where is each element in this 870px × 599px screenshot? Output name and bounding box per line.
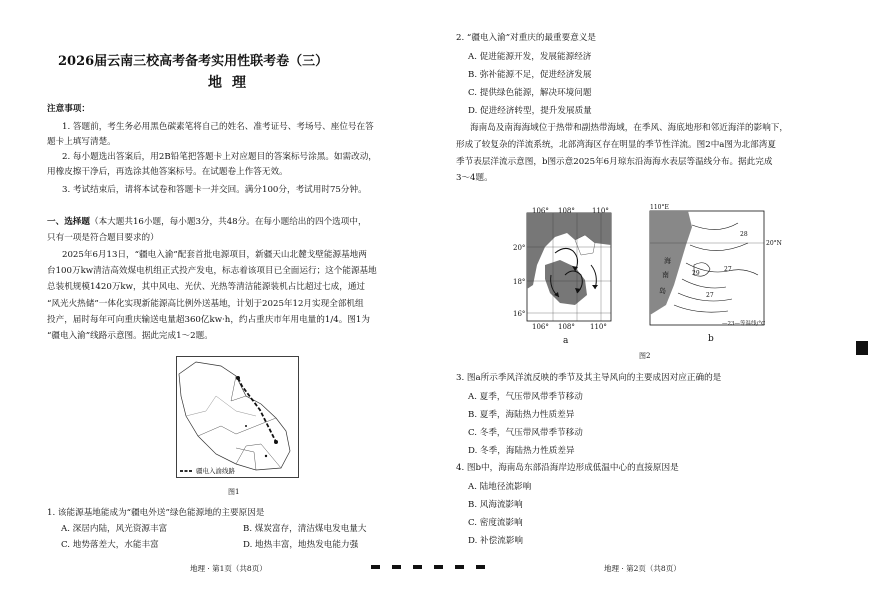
exam-title: 2026届云南三校高考备考实用性联考卷（三） bbox=[58, 54, 329, 69]
q4-option-d: D. 补偿流影响 bbox=[468, 536, 524, 546]
figure2a-lon-label: 108° bbox=[558, 323, 575, 331]
passage2-line: 3～4题。 bbox=[456, 173, 493, 183]
notice-line: 用橡皮擦干净后，再选涂其他答案标号。在试题卷上作答无效。 bbox=[47, 167, 288, 177]
figure2b-isotherm-label: 28 bbox=[740, 231, 748, 238]
section-instruction: （本大题共16小题，每小题3分，共48分。在每小题给出的四个选项中， bbox=[89, 217, 367, 227]
q1-option-c: C. 地势落差大，水能丰富 bbox=[61, 540, 159, 550]
figure2a-lat-label: 18° bbox=[513, 278, 526, 286]
q3-option-a: A. 夏季，气压带风带季节移动 bbox=[468, 392, 583, 402]
q2-option-c: C. 提供绿色能源，解决环境问题 bbox=[468, 88, 592, 98]
figure2a-lon-label: 106° bbox=[532, 323, 549, 331]
figure2a-lon-label: 110° bbox=[590, 323, 607, 331]
q4-option-c: C. 密度流影响 bbox=[468, 518, 523, 528]
separator-dot bbox=[476, 565, 485, 569]
section-heading bbox=[47, 216, 367, 230]
passage2-line: 季节表层洋流示意图，b图示意2025年6月琼东沿海海水表层等温线分布。据此完成 bbox=[456, 157, 773, 167]
notice-line: 题卡上填写清楚。 bbox=[47, 137, 116, 147]
figure2b-lat-label: 20°N bbox=[766, 240, 782, 247]
figure2b-land-label: 岛 bbox=[659, 287, 666, 295]
figure2a-map bbox=[515, 205, 615, 333]
subject-title: 地理 bbox=[208, 75, 256, 91]
q3-option-c: C. 冬季，气压带风带季节移动 bbox=[468, 428, 583, 438]
section-instruction-2: 只有一项是符合题目要求的） bbox=[47, 233, 159, 243]
notice-line: 1. 答题前，考生务必用黑色碳素笔将自己的姓名、准考证号、考场号、座位号在答 bbox=[62, 122, 374, 132]
passage-line: “风光火热储”一体化实现新能源高比例外送基地，计划于2025年12月实现全部机组 bbox=[47, 299, 364, 309]
figure2b-land-label: 海 bbox=[664, 257, 671, 265]
footer-left: 地理 · 第1页（共8页） bbox=[190, 564, 267, 573]
passage-line: “疆电入渝”线路示意图。据此完成1～2题。 bbox=[47, 331, 213, 341]
figure2a-label: a bbox=[563, 336, 569, 346]
figure1-map bbox=[176, 356, 299, 478]
q4-stem: 4. 图b中，海南岛东部沿海岸边形成低温中心的直接原因是 bbox=[456, 463, 679, 473]
q2-option-a: A. 促进能源开发，发展能源经济 bbox=[468, 52, 592, 62]
footer-right: 地理 · 第2页（共8页） bbox=[604, 564, 681, 573]
notice-line: 3. 考试结束后，请将本试卷和答题卡一并交回。满分100分，考试用时75分钟。 bbox=[62, 185, 367, 195]
q2-stem: 2. “疆电入渝”对重庆的最重要意义是 bbox=[456, 33, 597, 43]
passage2-line: 海南岛及南海海域位于热带和副热带海域，在季风、海底地形和邻近海洋的影响下， bbox=[470, 123, 788, 133]
figure2-caption: 图2 bbox=[639, 352, 651, 360]
separator-dot bbox=[392, 565, 401, 569]
passage-line: 总装机规模1420万kw，其中风电、光伏、光热等清洁能源装机占比超过七成，通过 bbox=[47, 282, 366, 292]
q2-option-b: B. 弥补能源不足，促进经济发展 bbox=[468, 70, 592, 80]
notice-heading: 注意事项： bbox=[47, 104, 90, 114]
q1-option-d: D. 地热丰富，地热发电能力强 bbox=[243, 540, 359, 550]
figure2b-land-label: 南 bbox=[662, 271, 669, 279]
section-label: 一、选择题 bbox=[47, 217, 90, 227]
figure2b-lon-label: 110°E bbox=[650, 204, 669, 211]
figure2b-isotherm-label: 27 bbox=[706, 292, 714, 299]
figure2a-lon-label: 110° bbox=[592, 207, 609, 215]
q1-stem: 1. 该能源基地能成为“疆电外送”绿色能源地的主要原因是 bbox=[47, 508, 265, 518]
q1-option-b: B. 煤炭富存，清洁煤电发电量大 bbox=[243, 524, 367, 534]
figure2b-map bbox=[648, 205, 768, 331]
q1-option-a: A. 深居内陆，风光资源丰富 bbox=[61, 524, 168, 534]
figure2a-lat-label: 16° bbox=[513, 310, 526, 318]
passage2-line: 形成了较复杂的洋流系统，北部湾海区存在明显的季节性洋流。图2中a图为北部湾夏 bbox=[456, 140, 776, 150]
binding-mark bbox=[856, 341, 868, 355]
q3-stem: 3. 图a所示季风洋流反映的季节及其主导风向的主要成因对应正确的是 bbox=[456, 373, 722, 383]
figure1-caption: 图1 bbox=[228, 488, 240, 496]
separator-dot bbox=[455, 565, 464, 569]
q2-option-d: D. 促进经济转型，提升发展质量 bbox=[468, 106, 592, 116]
separator-dot bbox=[413, 565, 422, 569]
passage-line: 2025年6月13日，“疆电入渝”配套首批电源项目，新疆天山北麓戈壁能源基地两 bbox=[62, 250, 367, 260]
figure2a-lon-label: 106° bbox=[532, 207, 549, 215]
separator-dot bbox=[371, 565, 380, 569]
figure2b-label: b bbox=[708, 334, 714, 344]
figure1-legend: 疆电入渝线路 bbox=[196, 467, 235, 475]
passage-line: 投产，届时每年可向重庆输送电量超360亿kw·h，约占重庆市年用电量的1/4。图1为 bbox=[47, 315, 370, 325]
figure2a-lon-label: 108° bbox=[558, 207, 575, 215]
figure2b-isotherm-label: 27 bbox=[724, 266, 732, 273]
page-separator bbox=[371, 565, 485, 569]
q3-option-d: D. 冬季，海陆热力性质差异 bbox=[468, 446, 575, 456]
q4-option-b: B. 风海流影响 bbox=[468, 500, 523, 510]
separator-dot bbox=[434, 565, 443, 569]
q3-option-b: B. 夏季，海陆热力性质差异 bbox=[468, 410, 575, 420]
figure2b-isotherm-label: 29 bbox=[692, 270, 700, 277]
passage-line: 台100万kw清洁高效煤电机组正式投产发电，标志着该项目已全面运行；这个能源基地 bbox=[47, 266, 377, 276]
q4-option-a: A. 陆地径流影响 bbox=[468, 482, 532, 492]
figure2b-legend: —23—等温线/°C bbox=[722, 321, 766, 327]
notice-line: 2. 每小题选出答案后，用2B铅笔把答题卡上对应题目的答案标号涂黑。如需改动， bbox=[62, 152, 377, 162]
figure2a-lat-label: 20° bbox=[513, 244, 526, 252]
